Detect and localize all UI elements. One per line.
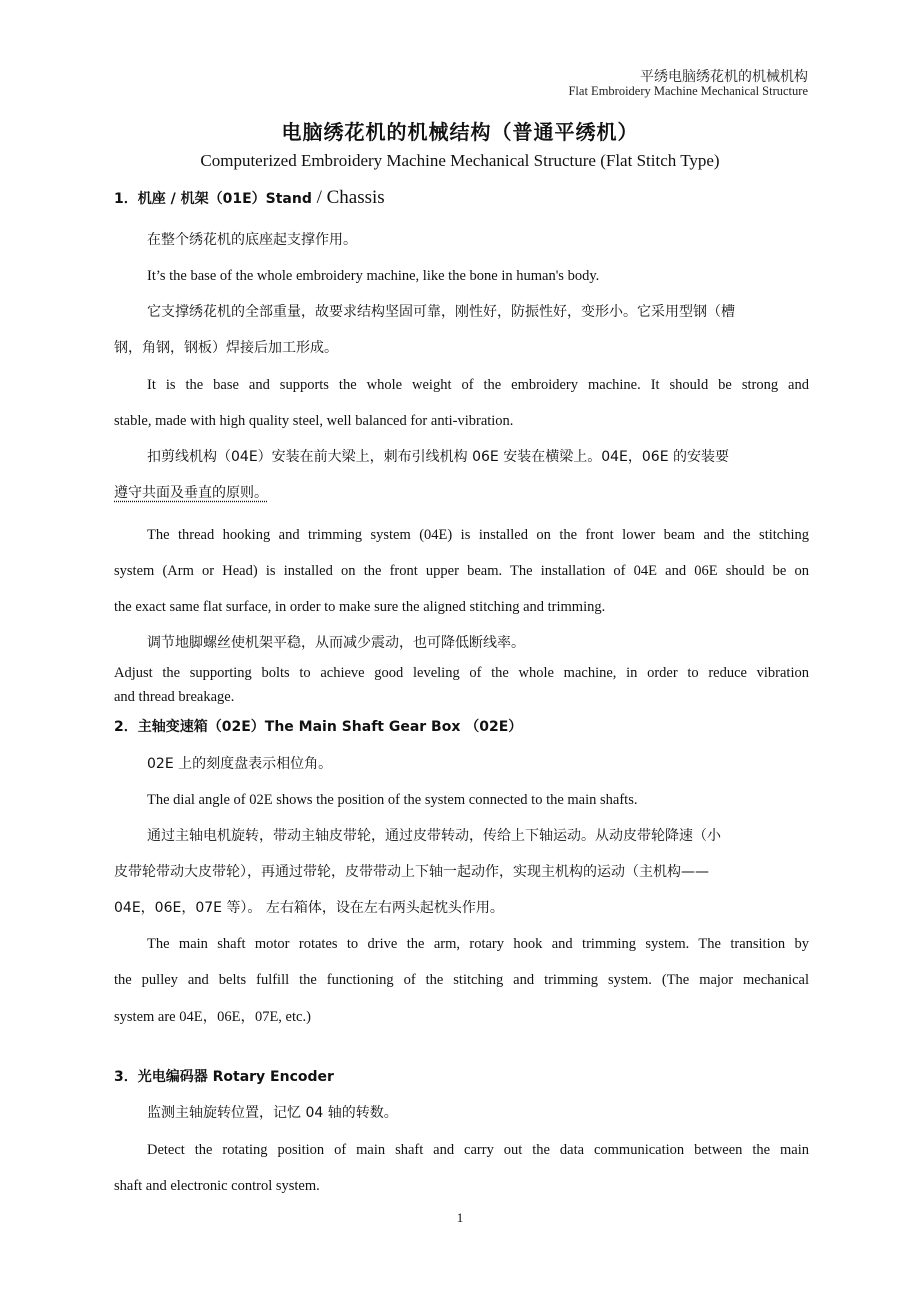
section1-p1-en: It’s the base of the whole embroidery machine, like the bone in human's body.: [147, 268, 600, 284]
section2-p1-en: The dial angle of 02E shows the position of the system connected to the main shafts.: [147, 792, 638, 808]
section1-p3-en-c: the exact same flat surface, in order to make sure the aligned stitching and trimming.: [114, 599, 606, 615]
section3-p1-en-a: Detect the rotating position of main shaft and carry out the data communication between the main: [147, 1142, 809, 1158]
section1-p2-zh-b: 钢，角钢，钢板）焊接后加工形成。: [114, 340, 338, 356]
section2-heading: 2．主轴变速箱（02E）The Main Shaft Gear Box （02E）: [114, 719, 523, 735]
section1-heading: [114, 188, 809, 209]
document-title: 电脑绣花机的机械结构（普通平绣机）: [281, 120, 639, 144]
running-header-en: Flat Embroidery Machine Mechanical Structure: [568, 84, 808, 98]
section1-p1-zh: 在整个绣花机的底座起支撑作用。: [147, 232, 357, 248]
page-number: 1: [456, 1210, 464, 1225]
section1-p2-en-b: stable, made with high quality steel, well balanced for anti-vibration.: [114, 413, 514, 429]
section2-p2-en-c: system are 04E，06E，07E, etc.): [114, 1009, 311, 1025]
section1-p3-zh-b-text: 遵守共面及垂直的原则。: [114, 485, 268, 501]
section3-p1-en-b: shaft and electronic control system.: [114, 1178, 320, 1194]
section2-p1-zh-text: 02E 上的刻度盘表示相位角。: [147, 756, 333, 772]
section1-p4-en-a: Adjust the supporting bolts to achieve good leveling of the whole machine, in order to reduce vibration: [114, 665, 809, 681]
section1-heading-tail: / Chassis: [311, 187, 385, 208]
section1-p4-en-b: and thread breakage.: [114, 689, 235, 705]
section1-p3-en-a: The thread hooking and trimming system (04E) is installed on the front lower beam and the stitching: [147, 527, 809, 543]
section1-p3-zh-b: [114, 483, 809, 503]
section2-p1-zh: [147, 754, 809, 774]
section2-p2-en-b: the pulley and belts fulfill the functioning of the stitching and trimming system. (The major mechanical: [114, 972, 809, 988]
running-header-zh: 平绣电脑绣花机的机械机构: [640, 69, 808, 85]
section1-p4-zh: 调节地脚螺丝使机架平稳，从而减少震动，也可降低断线率。: [147, 635, 525, 651]
section1-p3-en-b: system (Arm or Head) is installed on the front upper beam. The installation of 04E and 06E should be on: [114, 563, 809, 579]
section3-p1-zh: 监测主轴旋转位置，记忆 04 轴的转数。: [147, 1105, 398, 1121]
section3-heading: 3．光电编码器 Rotary Encoder: [114, 1069, 334, 1085]
section2-p2-en-a: The main shaft motor rotates to drive the arm, rotary hook and trimming system. The transition by: [147, 936, 809, 952]
section2-p2-zh-b: 皮带轮带动大皮带轮），再通过带轮，皮带带动上下轴一起动作，实现主机构的运动（主机构——: [114, 864, 709, 880]
section1-heading-main: 1．机座 / 机架（01E）Stand: [114, 191, 312, 207]
section1-p3-zh-a: 扣剪线机构（04E）安装在前大梁上，刺布引线机构 06E 安装在横梁上。04E，06E 的安装要: [147, 449, 729, 465]
document-subtitle: Computerized Embroidery Machine Mechanical Structure (Flat Stitch Type): [200, 151, 720, 170]
section1-p2-zh-a: 它支撑绣花机的全部重量，故要求结构坚固可靠，刚性好，防振性好，变形小。它采用型钢（槽: [147, 304, 735, 320]
section2-p2-zh-a: 通过主轴电机旋转，带动主轴皮带轮，通过皮带转动，传给上下轴运动。从动皮带轮降速（小: [147, 828, 721, 844]
section1-p2-en-a: It is the base and supports the whole weight of the embroidery machine. It should be strong and: [147, 377, 809, 393]
section2-p2-zh-c: 04E，06E，07E 等）。 左右箱体，设在左右两头起枕头作用。: [114, 900, 504, 916]
